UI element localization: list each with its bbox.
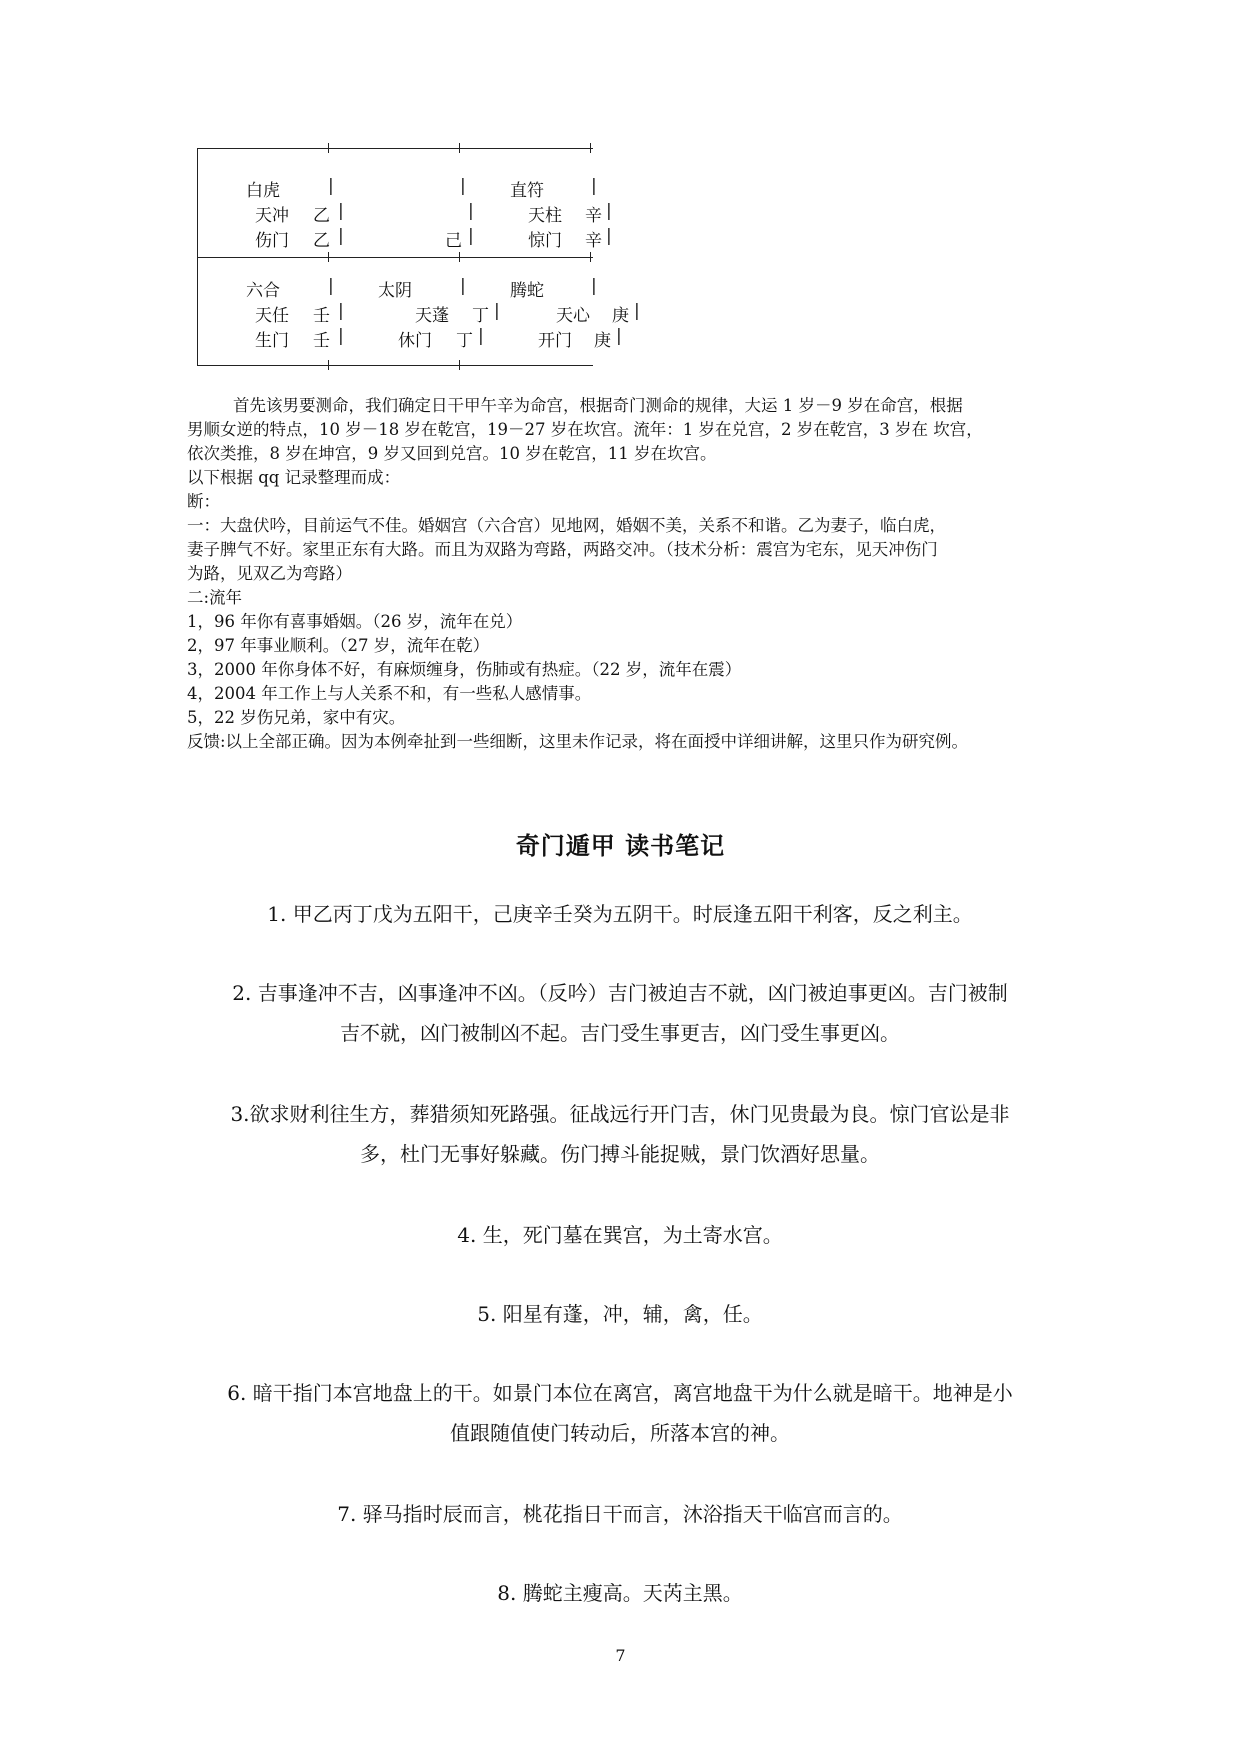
note-line: 8. 腾蛇主瘦高。天芮主黑。 — [497, 1581, 743, 1605]
cell-top-mid-stem: 己 — [445, 231, 462, 251]
narrative-line: 反馈:以上全部正确。因为本例牵扯到一些细断，这里未作记录，将在面授中详细讲解，这里只作为研究例。 — [187, 732, 969, 751]
chart-tick — [459, 252, 460, 262]
chart-line-middle — [197, 257, 593, 258]
note-item — [180, 1373, 1060, 1453]
chart-bar: | — [468, 226, 474, 246]
case-narrative — [187, 394, 1067, 754]
cell-bottom-mid-door-stem: 丁 — [456, 331, 473, 351]
chart-bar: | — [460, 276, 466, 296]
chart-bar: | — [606, 201, 612, 221]
chart-bar: | — [338, 326, 344, 346]
chart-bar: | — [494, 301, 500, 321]
note-line: 值跟随值使门转动后，所落本宫的神。 — [450, 1421, 790, 1445]
narrative-line: 5，22 岁伤兄弟，家中有灾。 — [187, 708, 406, 727]
cell-top-right-star: 天柱 — [528, 206, 562, 226]
chart-bar: | — [591, 276, 597, 296]
chart-bar: | — [338, 201, 344, 221]
cell-bottom-left-door-stem: 壬 — [313, 331, 330, 351]
chart-bar: | — [634, 301, 640, 321]
cell-bottom-mid-star: 天蓬 — [415, 306, 449, 326]
note-line: 1. 甲乙丙丁戊为五阳干，己庚辛壬癸为五阴干。时辰逢五阳干利客，反之利主。 — [267, 902, 973, 926]
chart-bar: | — [328, 176, 334, 196]
cell-bottom-right-star: 天心 — [556, 306, 590, 326]
note-line: 2. 吉事逢冲不吉，凶事逢冲不凶。（反吟）吉门被迫吉不就，凶门被迫事更凶。吉门被制 — [232, 981, 1008, 1005]
chart-tick — [459, 360, 460, 370]
chart-line-bottom — [197, 365, 593, 366]
narrative-line: 为路，见双乙为弯路） — [187, 564, 352, 583]
chart-line-top — [197, 148, 593, 149]
page-number: 7 — [615, 1646, 626, 1665]
narrative-line: 二:流年 — [187, 588, 243, 607]
chart-bar: | — [468, 201, 474, 221]
narrative-line: 断： — [187, 492, 220, 511]
note-item — [180, 1294, 1060, 1334]
cell-bottom-right-door-stem: 庚 — [594, 331, 611, 351]
chart-tick — [590, 252, 591, 262]
chart-bar: | — [328, 276, 334, 296]
cell-top-right-star-stem: 辛 — [585, 206, 602, 226]
note-line: 吉不就，凶门被制凶不起。吉门受生事更吉，凶门受生事更凶。 — [340, 1021, 900, 1045]
cell-top-left-star-stem: 乙 — [313, 206, 330, 226]
cell-bottom-right-god: 腾蛇 — [510, 281, 544, 301]
cell-bottom-left-door: 生门 — [255, 331, 289, 351]
chart-bar: | — [478, 326, 484, 346]
cell-top-right-door-stem: 辛 — [585, 231, 602, 251]
cell-top-right-door: 惊门 — [528, 231, 562, 251]
note-line: 6. 暗干指门本宫地盘上的干。如景门本位在离宫，离宫地盘干为什么就是暗干。地神是小 — [227, 1381, 1013, 1405]
narrative-line: 妻子脾气不好。家里正东有大路。而且为双路为弯路，两路交冲。（技术分析：震宫为宅东，见天冲伤门 — [187, 540, 938, 559]
chart-bar: | — [338, 301, 344, 321]
cell-bottom-right-door: 开门 — [538, 331, 572, 351]
chart-tick — [328, 252, 329, 262]
chart-bar: | — [606, 226, 612, 246]
note-item — [180, 1494, 1060, 1534]
narrative-line: 1，96 年你有喜事婚姻。（26 岁，流年在兑） — [187, 612, 523, 631]
chart-line-left — [197, 148, 198, 366]
note-line: 3.欲求财利往生方，葬猎须知死路强。征战远行开门吉，休门见贵最为良。惊门官讼是非 — [230, 1102, 1010, 1126]
chart-tick — [328, 143, 329, 153]
narrative-line: 一：大盘伏吟，目前运气不佳。婚姻宫（六合宫）见地网，婚姻不美，关系不和谐。乙为妻子，临白虎， — [187, 516, 946, 535]
cell-top-left-door-stem: 乙 — [313, 231, 330, 251]
note-item — [180, 1573, 1060, 1613]
narrative-line: 以下根据 qq 记录整理而成： — [187, 468, 401, 487]
cell-bottom-right-star-stem: 庚 — [612, 306, 629, 326]
narrative-line: 2，97 年事业顺利。（27 岁，流年在乾） — [187, 636, 490, 655]
chart-tick — [328, 360, 329, 370]
chart-tick — [459, 143, 460, 153]
cell-top-left-star: 天冲 — [255, 206, 289, 226]
narrative-line: 首先该男要测命，我们确定日干甲午辛为命宫，根据奇门测命的规律，大运 1 岁－9 岁在命宫，根据 — [233, 396, 963, 415]
chart-bar: | — [338, 226, 344, 246]
cell-top-left-door: 伤门 — [255, 231, 289, 251]
cell-bottom-left-god: 六合 — [246, 281, 280, 301]
section-heading: 奇门遁甲 读书笔记 — [515, 831, 726, 860]
note-line: 7. 驿马指时辰而言，桃花指日干而言，沐浴指天干临宫而言的。 — [337, 1502, 903, 1526]
narrative-line: 3，2000 年你身体不好，有麻烦缠身，伤肺或有热症。（22 岁，流年在震） — [187, 660, 742, 679]
narrative-line: 4，2004 年工作上与人关系不和，有一些私人感情事。 — [187, 684, 592, 703]
chart-bar: | — [616, 326, 622, 346]
note-line: 5. 阳星有蓬，冲，辅，禽，任。 — [477, 1302, 763, 1326]
cell-bottom-mid-door: 休门 — [398, 331, 432, 351]
note-line: 4. 生，死门墓在巽宫，为土寄水宫。 — [457, 1223, 783, 1247]
cell-bottom-left-star-stem: 壬 — [313, 306, 330, 326]
note-item — [180, 973, 1060, 1053]
cell-top-right-god: 直符 — [510, 181, 544, 201]
narrative-line: 男顺女逆的特点，10 岁－18 岁在乾宫，19－27 岁在坎宫。流年：1 岁在兑宫，2 岁在乾宫，3 岁在 坎宫， — [187, 420, 983, 439]
narrative-line: 依次类推，8 岁在坤宫，9 岁又回到兑宫。10 岁在乾宫，11 岁在坎宫。 — [187, 444, 717, 463]
note-item — [180, 1215, 1060, 1255]
cell-bottom-mid-star-stem: 丁 — [472, 306, 489, 326]
cell-bottom-left-star: 天任 — [255, 306, 289, 326]
cell-top-left-god: 白虎 — [246, 181, 280, 201]
note-line: 多，杜门无事好躲藏。伤门搏斗能捉贼，景门饮酒好思量。 — [360, 1142, 880, 1166]
note-item — [180, 1094, 1060, 1174]
chart-tick — [590, 143, 591, 153]
cell-bottom-mid-god: 太阴 — [378, 281, 412, 301]
note-item — [180, 894, 1060, 934]
chart-bar: | — [460, 176, 466, 196]
chart-bar: | — [591, 176, 597, 196]
